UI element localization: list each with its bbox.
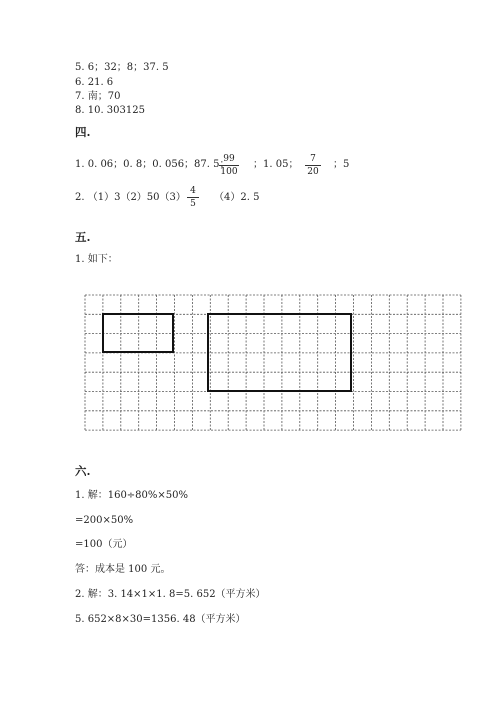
q6-line-2: =200×50% <box>75 515 134 526</box>
fraction-numerator: 99 <box>223 154 235 164</box>
dashed-grid <box>85 295 461 430</box>
q4-2-prefix: 2. （1）3（2）50（3） <box>75 192 186 203</box>
small-rectangle <box>103 314 173 352</box>
fraction-denominator: 5 <box>190 199 196 209</box>
q6-line-5: 2. 解：3. 14×1×1. 8=5. 652（平方米） <box>75 589 266 600</box>
section-6-heading: 六. <box>75 464 91 478</box>
answer-line-6: 6. 21. 6 <box>75 77 114 88</box>
q6-line-3: =100（元） <box>75 539 133 550</box>
q5-1-text: 1. 如下： <box>75 254 118 265</box>
q6-line-4: 答：成本是 100 元。 <box>75 564 171 575</box>
q4-1-suffix: ；5 <box>333 159 350 170</box>
answer-line-7: 7. 南；70 <box>75 91 121 102</box>
fraction-denominator: 20 <box>307 167 319 177</box>
q4-1-middle: ；1. 05； <box>253 159 299 170</box>
section-5-heading: 五. <box>75 230 91 244</box>
answer-line-5: 5. 6；32；8；37. 5 <box>75 62 169 73</box>
fraction-denominator: 100 <box>220 167 238 177</box>
q4-1-prefix: 1. 0. 06；0. 8；0. 056；87. 5； <box>75 159 230 170</box>
q6-line-6: 5. 652×8×30=1356. 48（平方米） <box>75 614 246 625</box>
fraction-numerator: 4 <box>190 186 196 196</box>
q4-2-suffix: （4）2. 5 <box>214 192 260 203</box>
fraction-numerator: 7 <box>310 154 316 164</box>
answer-line-8: 8. 10. 303125 <box>75 105 145 116</box>
section-4-heading: 四. <box>75 125 91 139</box>
q6-line-1: 1. 解：160÷80%×50% <box>75 490 189 501</box>
